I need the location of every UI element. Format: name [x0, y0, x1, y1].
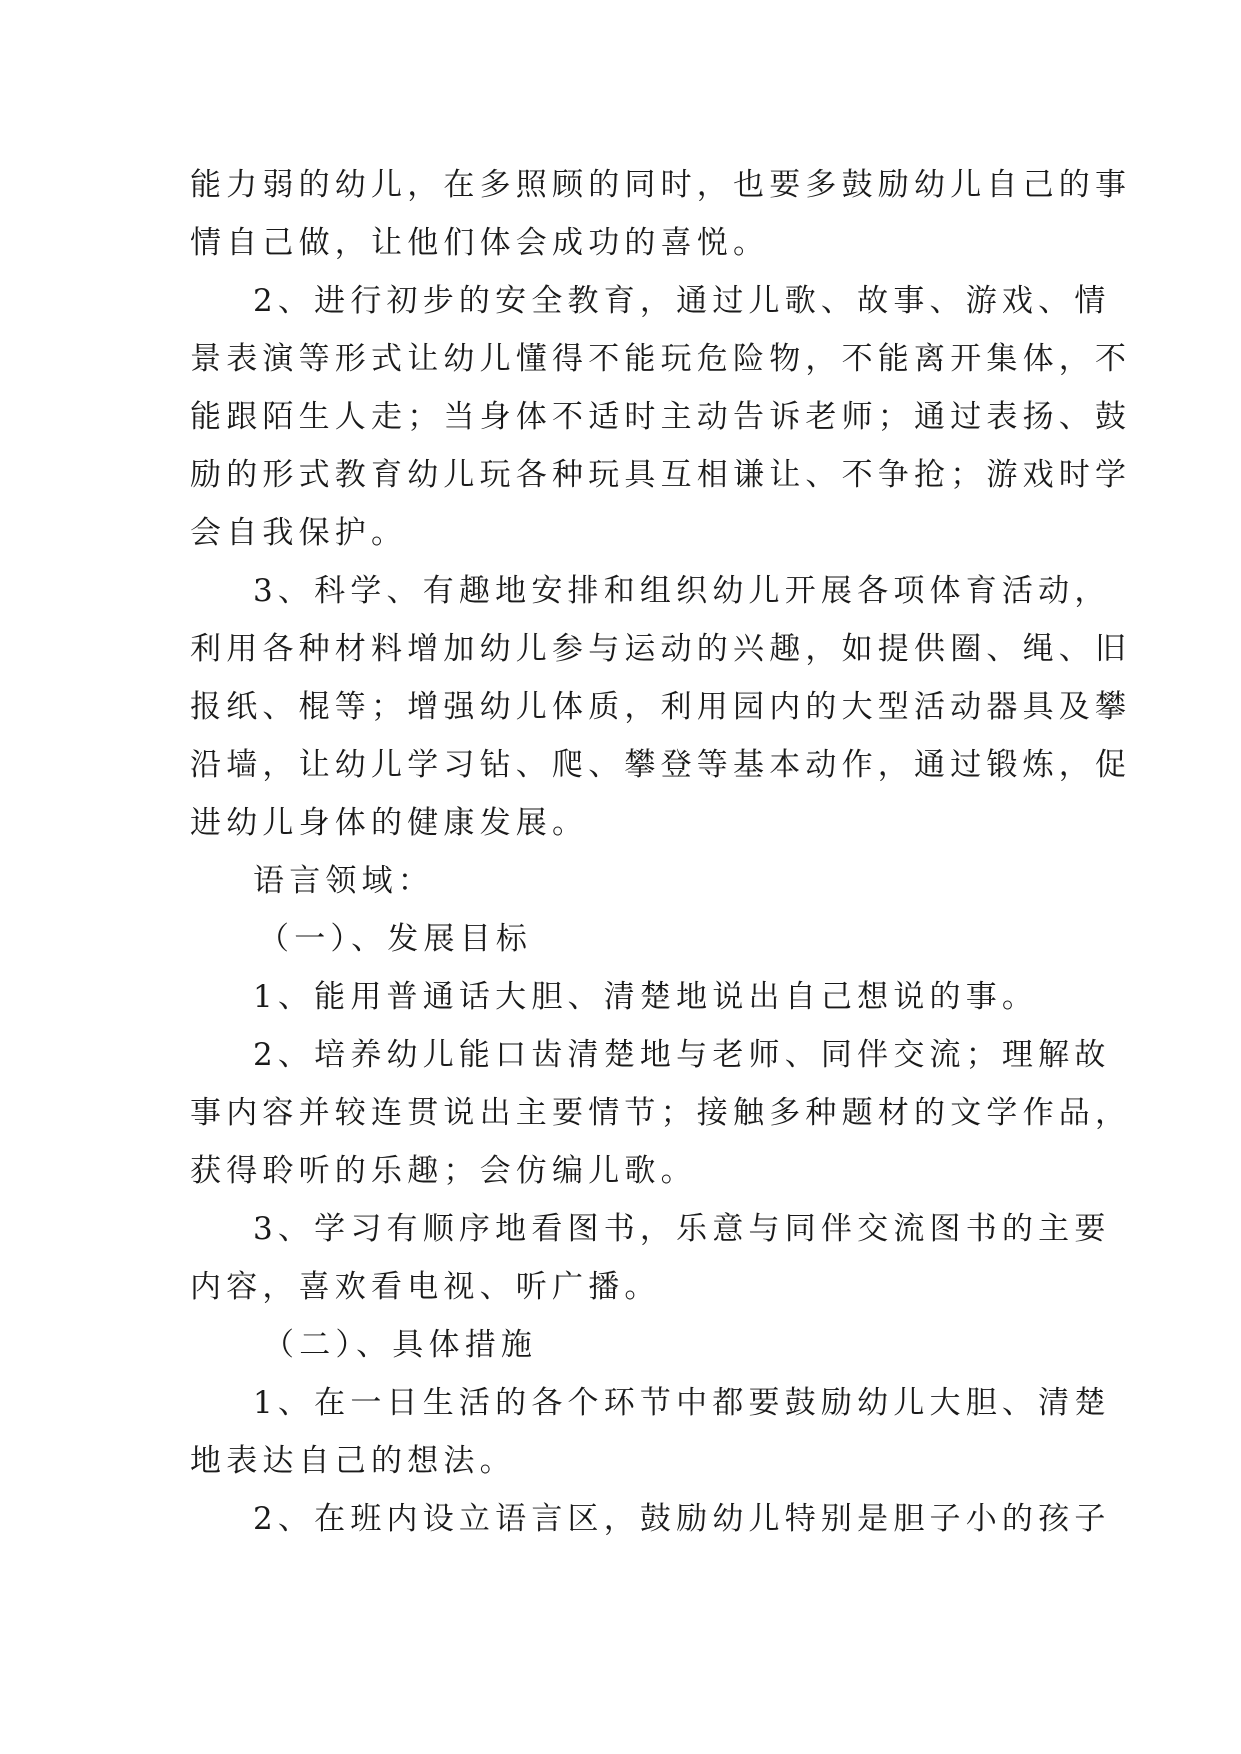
text-line: 事内容并较连贯说出主要情节；接触多种题材的文学作品， [190, 1095, 1132, 1131]
text-line: 3、科学、有趣地安排和组织幼儿开展各项体育活动， [253, 573, 1111, 609]
subsection-heading: （二）、具体措施 [263, 1327, 538, 1363]
section-heading: 语言领域： [253, 863, 434, 899]
text-line: 2、培养幼儿能口齿清楚地与老师、同伴交流；理解故 [253, 1037, 1111, 1073]
text-line: 励的形式教育幼儿玩各种玩具互相谦让、不争抢；游戏时学 [190, 457, 1132, 493]
text-line: 2、在班内设立语言区，鼓励幼儿特别是胆子小的孩子 [253, 1501, 1111, 1537]
text-line: 内容，喜欢看电视、听广播。 [190, 1269, 661, 1305]
text-line: 1、在一日生活的各个环节中都要鼓励幼儿大胆、清楚 [253, 1385, 1111, 1421]
text-line: 情自己做，让他们体会成功的喜悦。 [190, 225, 770, 261]
text-line: 获得聆听的乐趣；会仿编儿歌。 [190, 1153, 697, 1189]
text-line: 2、进行初步的安全教育，通过儿歌、故事、游戏、情 [253, 283, 1111, 319]
text-line: 地表达自己的想法。 [190, 1443, 516, 1479]
text-line: 能力弱的幼儿，在多照顾的同时，也要多鼓励幼儿自己的事 [190, 167, 1132, 203]
text-line: 利用各种材料增加幼儿参与运动的兴趣，如提供圈、绳、旧 [190, 631, 1132, 667]
text-line: 会自我保护。 [190, 515, 408, 551]
text-line: 3、学习有顺序地看图书，乐意与同伴交流图书的主要 [253, 1211, 1111, 1247]
subsection-heading: （一）、发展目标 [258, 921, 533, 957]
text-line: 景表演等形式让幼儿懂得不能玩危险物，不能离开集体，不 [190, 341, 1132, 377]
text-line: 沿墙，让幼儿学习钻、爬、攀登等基本动作，通过锻炼，促 [190, 747, 1132, 783]
text-line: 能跟陌生人走；当身体不适时主动告诉老师；通过表扬、鼓 [190, 399, 1132, 435]
text-line: 报纸、棍等；增强幼儿体质，利用园内的大型活动器具及攀 [190, 689, 1132, 725]
text-line: 进幼儿身体的健康发展。 [190, 805, 589, 841]
text-line: 1、能用普通话大胆、清楚地说出自己想说的事。 [253, 979, 1039, 1015]
